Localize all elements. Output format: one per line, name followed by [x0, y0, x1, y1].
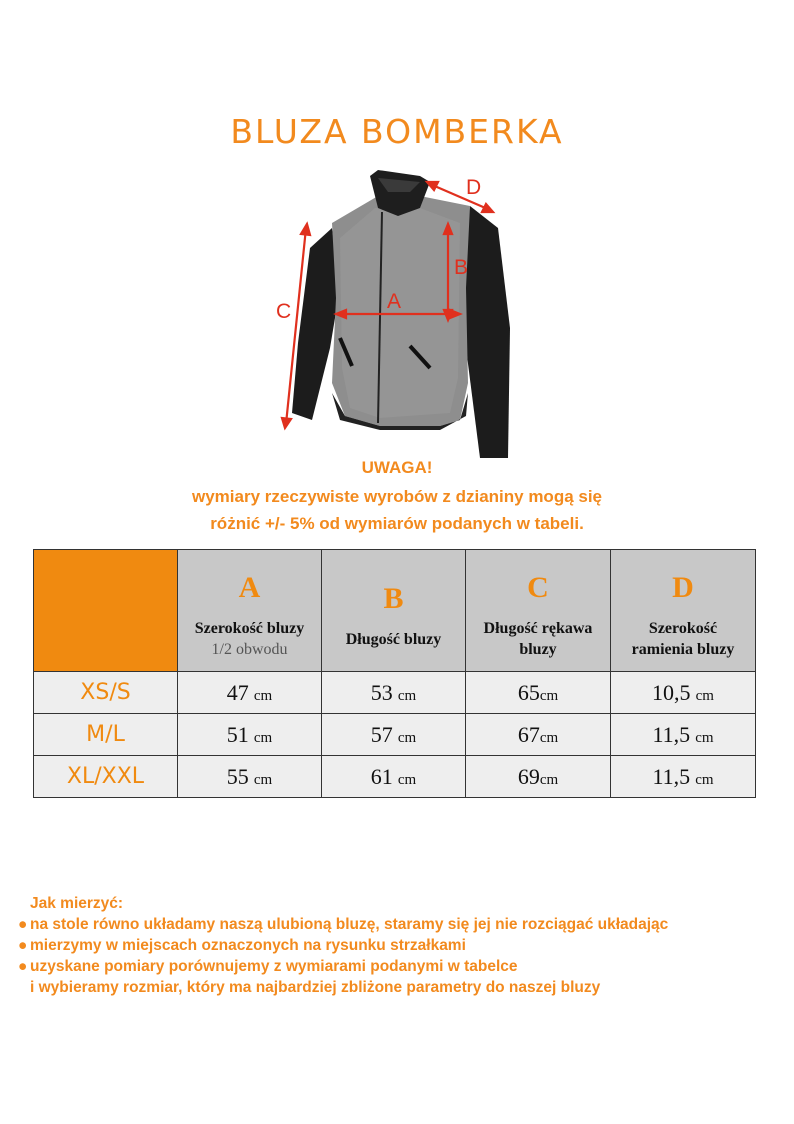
column-label: Długość bluzy — [345, 630, 442, 648]
value-cell: 51 cm — [178, 714, 322, 756]
column-label: Szerokość bluzy — [194, 620, 305, 637]
label-c: C — [276, 300, 292, 323]
table-row — [34, 714, 756, 756]
instructions-heading: Jak mierzyć: — [30, 895, 124, 912]
column-label: Długość rękawa bluzy — [483, 620, 593, 658]
notice-heading: UWAGA! — [361, 458, 433, 477]
column-letter: D — [672, 571, 694, 604]
column-letter: B — [383, 581, 404, 615]
table-row — [34, 672, 756, 714]
value-cell: 67cm — [466, 714, 611, 756]
column-sublabel: 1/2 obwodu — [211, 641, 288, 658]
table-header-row — [34, 550, 756, 672]
size-label: M/L — [34, 714, 178, 756]
value-cell: 11,5 cm — [611, 756, 756, 798]
bullet-icon: ● — [18, 916, 28, 933]
value-cell: 57 cm — [322, 714, 466, 756]
label-b: B — [454, 256, 469, 279]
jacket-left-sleeve — [292, 228, 340, 420]
list-item: ● uzyskane pomiary porównujemy z wymiarami podanymi w tabelce — [18, 958, 518, 975]
value-cell: 69cm — [466, 756, 611, 798]
column-header-c — [466, 550, 611, 672]
value-cell: 53 cm — [322, 672, 466, 714]
bullet-icon: ● — [18, 937, 28, 954]
size-table — [33, 549, 756, 798]
page-title: BLUZA BOMBERKA — [230, 112, 564, 151]
list-item: ● na stole równo układamy naszą ulubioną bluzę, staramy się jej nie rozciągać układając — [18, 916, 669, 933]
value-cell: 47 cm — [178, 672, 322, 714]
bullet-icon: ● — [18, 958, 28, 975]
notice-line-1: wymiary rzeczywiste wyrobów z dzianiny mogą się — [191, 487, 603, 506]
label-d: D — [466, 176, 482, 199]
value-cell: 61 cm — [322, 756, 466, 798]
value-cell: 55 cm — [178, 756, 322, 798]
notice-line-2: różnić +/- 5% od wymiarów podanych w tabeli. — [210, 514, 584, 533]
list-item: ● mierzymy w miejscach oznaczonych na rysunku strzałkami — [18, 937, 466, 954]
column-letter: A — [238, 571, 261, 604]
table-corner-cell — [34, 550, 178, 672]
column-header-b — [322, 550, 466, 672]
list-item-continuation: i wybieramy rozmiar, który ma najbardziej zbliżone parametry do naszej bluzy — [30, 979, 601, 996]
column-header-a — [178, 550, 322, 672]
column-header-d — [611, 550, 756, 672]
measuring-instructions — [18, 893, 668, 998]
value-cell: 11,5 cm — [611, 714, 756, 756]
column-letter: C — [527, 571, 549, 604]
table-row — [34, 756, 756, 798]
value-cell: 10,5 cm — [611, 672, 756, 714]
size-label: XS/S — [34, 672, 178, 714]
jacket-illustration — [270, 168, 530, 468]
size-label: XL/XXL — [34, 756, 178, 798]
value-cell: 65cm — [466, 672, 611, 714]
label-a: A — [387, 290, 402, 313]
column-label: Szerokość ramienia bluzy — [631, 620, 735, 658]
